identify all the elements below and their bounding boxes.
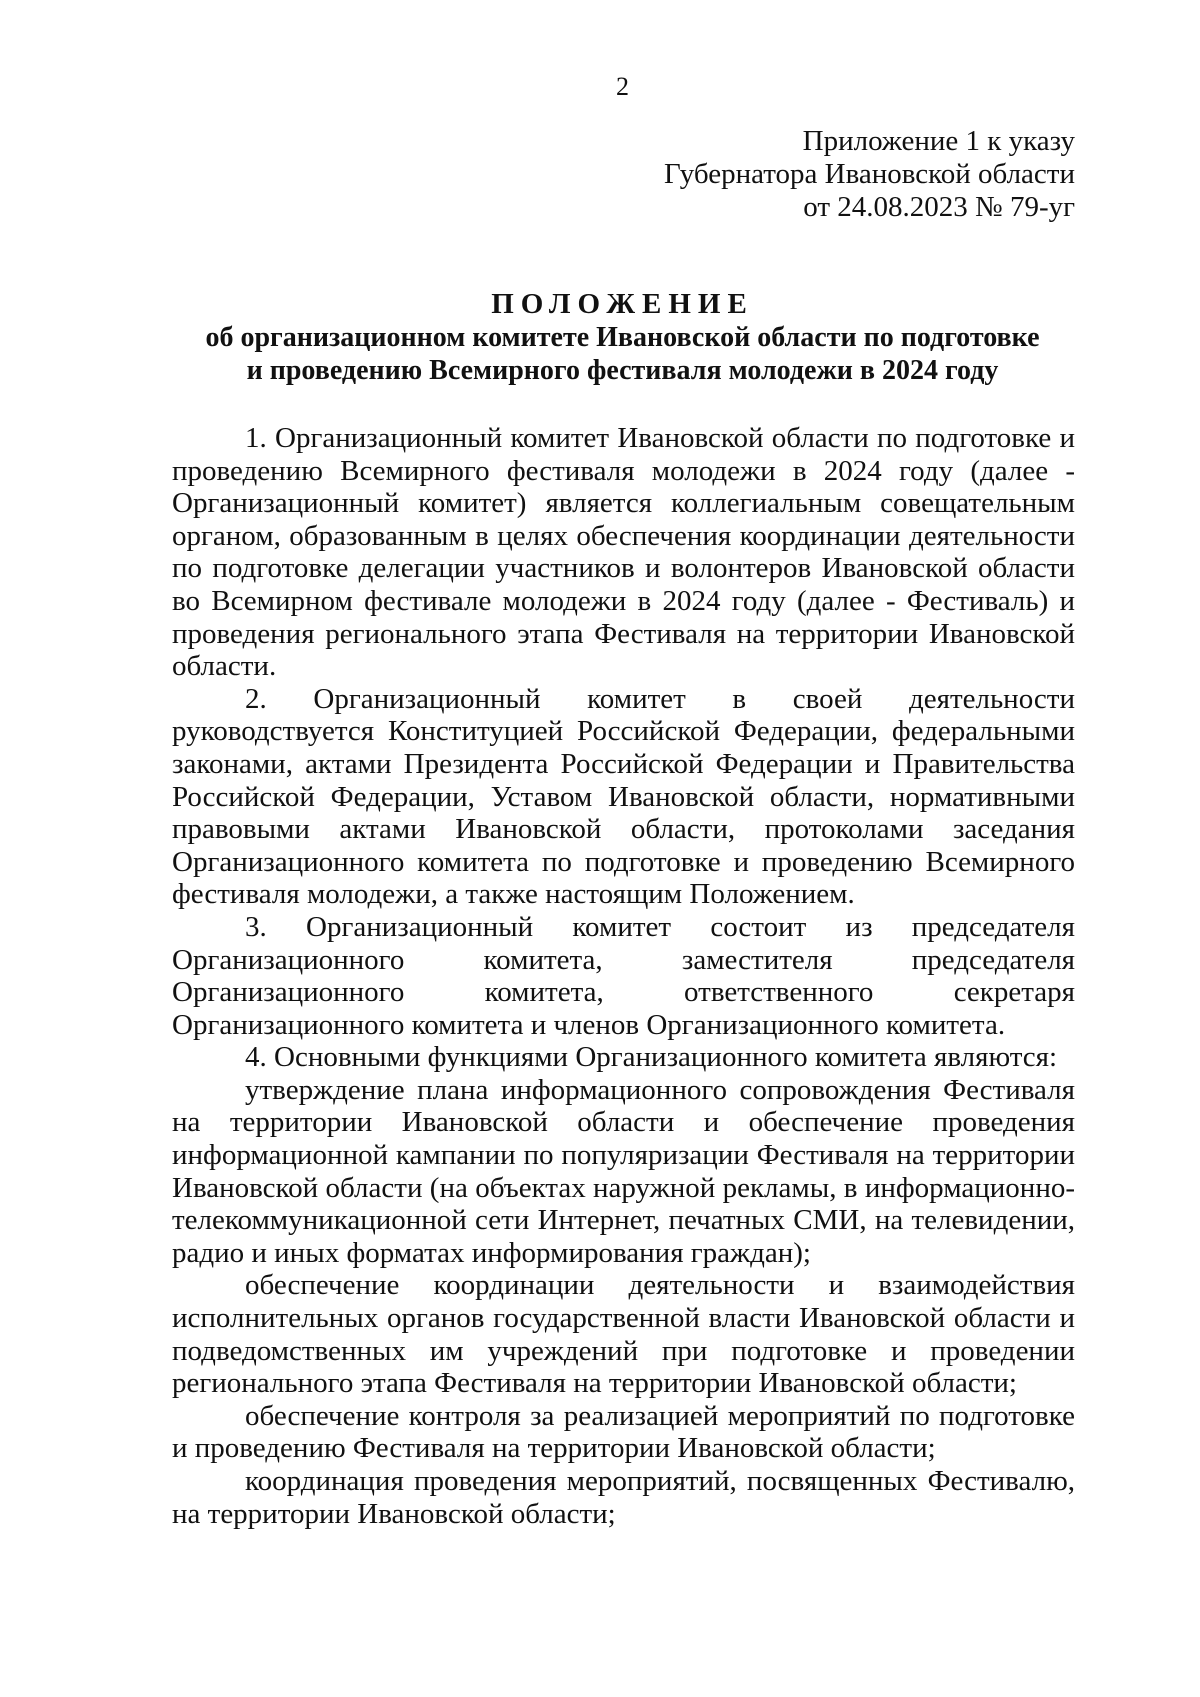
title-main: ПОЛОЖЕНИЕ <box>491 288 754 320</box>
appendix-line-1: Приложение 1 к указу <box>802 125 1075 157</box>
page-number: 2 <box>616 72 629 101</box>
title-subtitle-line-2: и проведению Всемирного фестиваля молодежи в 2024 году <box>246 355 999 386</box>
paragraph-function-4: координация проведения мероприятий, посвященных Фестивалю, на территории Ивановской области; <box>172 1465 1075 1530</box>
paragraph-1: 1. Организационный комитет Ивановской области по подготовке и проведению Всемирного фестиваля молодежи в 2024 году (далее - Организационный комитет) является коллегиальным совещательным органом, образованным в целях обеспечения координации деятельности по подготовке делегации участников и волонтеров Ивановской области во Всемирном фестивале молодежи в 2024 году (далее - Фестиваль) и проведения регионального этапа Фестиваля на территории Ивановской области. <box>172 422 1075 683</box>
paragraph-4: 4. Основными функциями Организационного комитета являются: <box>245 1041 1058 1074</box>
appendix-header <box>664 125 1075 224</box>
paragraph-2: 2. Организационный комитет в своей деятельности руководствуется Конституцией Российской Федерации, федеральными законами, актами Президента Российской Федерации и Правительства Российской Федерации, Уставом Ивановской области, нормативными правовыми актами Ивановской области, протоколами заседания Организационного комитета по подготовке и проведению Всемирного фестиваля молодежи, а также настоящим Положением. <box>172 682 1075 911</box>
document-body <box>172 422 1075 1530</box>
appendix-line-3: от 24.08.2023 № 79-уг <box>803 191 1075 223</box>
title-subtitle-line-1: об организационном комитете Ивановской области по подготовке <box>205 322 1040 353</box>
paragraph-3: 3. Организационный комитет состоит из председателя Организационного комитета, заместителя председателя Организационного комитета, ответственного секретаря Организационного комитета и членов Организационного комитета. <box>172 910 1075 1041</box>
paragraph-function-2: обеспечение координации деятельности и взаимодействия исполнительных органов государственной власти Ивановской области и подведомственных им учреждений при подготовке и проведении регионального этапа Фестиваля на территории Ивановской области; <box>172 1269 1075 1400</box>
paragraph-function-3: обеспечение контроля за реализацией мероприятий по подготовке и проведению Фестиваля на территории Ивановской области; <box>172 1399 1075 1465</box>
appendix-line-2: Губернатора Ивановской области <box>664 158 1075 190</box>
paragraph-function-1: утверждение плана информационного сопровождения Фестиваля на территории Ивановской области и обеспечение проведения информационной кампании по популяризации Фестиваля на территории Ивановской области (на объектах наружной рекламы, в информационно-телекоммуникационной сети Интернет, печатных СМИ, на телевидении, радио и иных форматах информирования граждан); <box>172 1073 1075 1269</box>
document-title <box>0 288 1200 387</box>
